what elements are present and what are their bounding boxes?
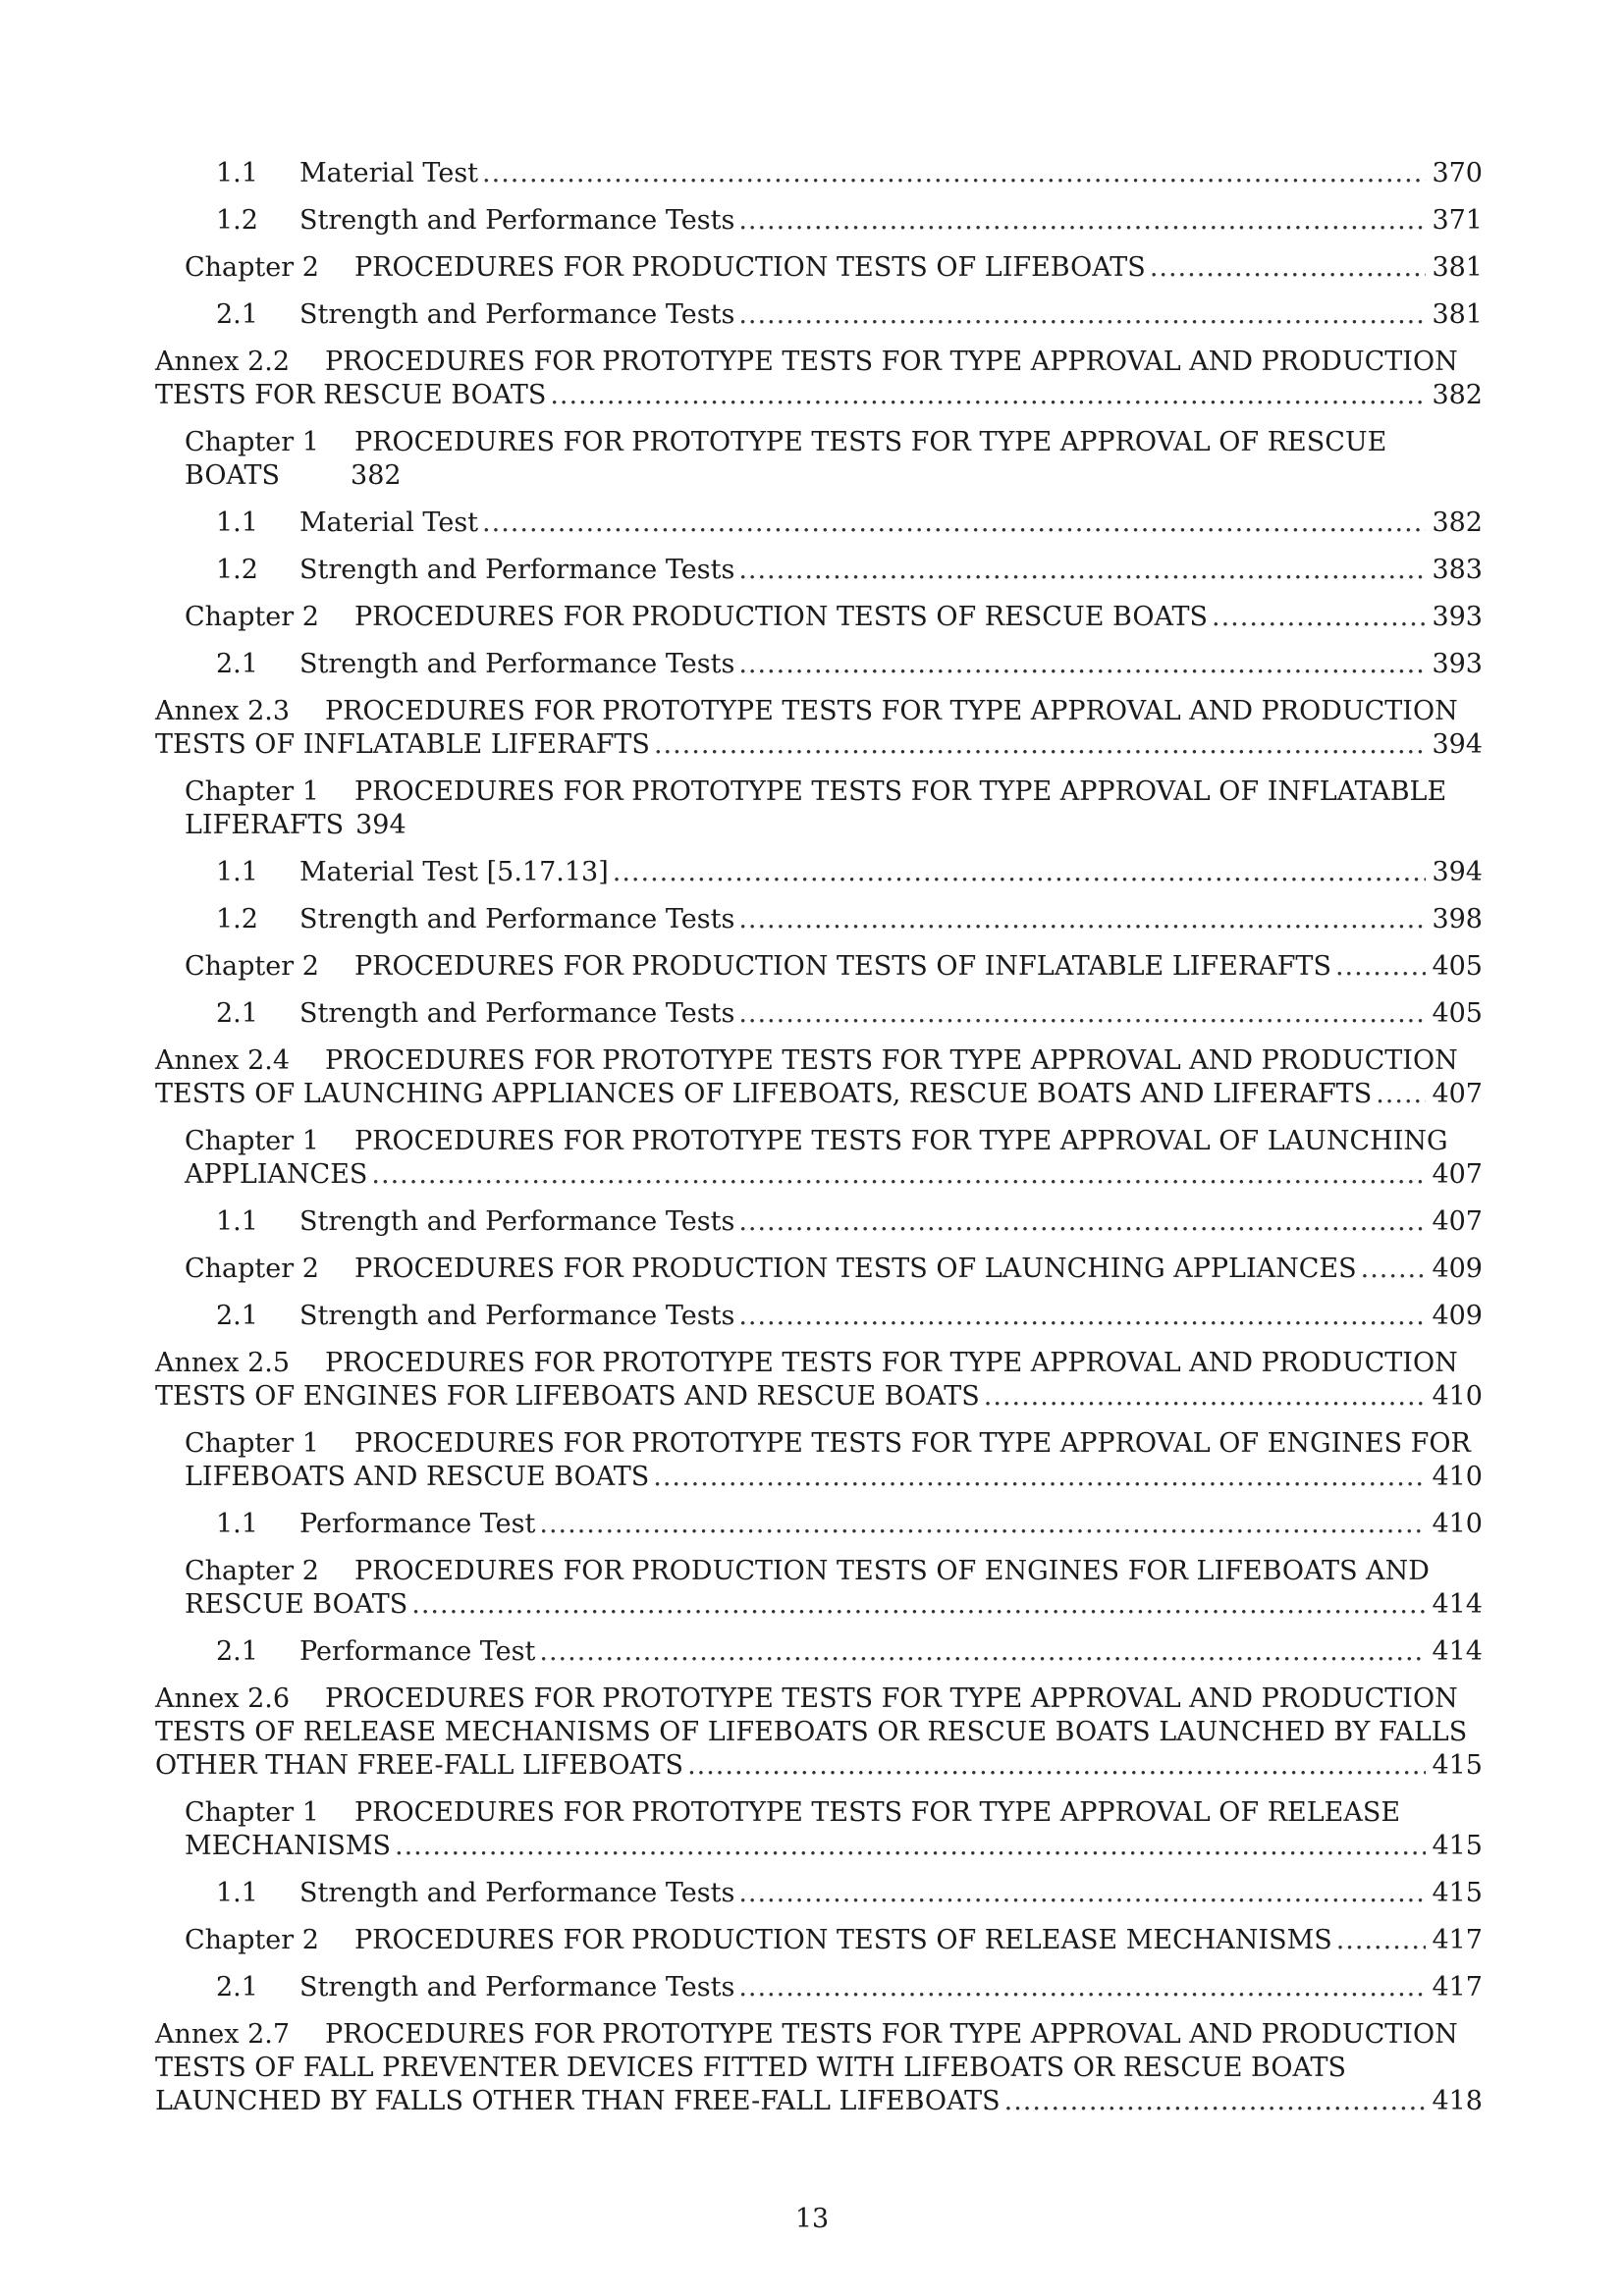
- toc-entry-number: Chapter 2: [185, 1254, 319, 1284]
- toc-entry-number: Chapter 1: [185, 1797, 319, 1828]
- toc-entry-number: Annex 2.2: [155, 347, 291, 377]
- toc-leader-dots: [738, 648, 1426, 681]
- toc-entry-number: 1.1: [216, 507, 258, 538]
- toc-entry-title: PROCEDURES FOR PROTOTYPE TESTS FOR TYPE APPROVAL OF RELEASE: [354, 1797, 1401, 1828]
- toc-entry-section[interactable]: [216, 1205, 1483, 1239]
- toc-entry-annex[interactable]: [155, 1682, 1483, 1783]
- toc-entry-section[interactable]: [216, 997, 1483, 1031]
- toc-entry-chapter[interactable]: [185, 601, 1483, 634]
- toc-entry-chapter[interactable]: [185, 950, 1483, 984]
- toc-leader-dots: [738, 1205, 1426, 1239]
- toc-entry-number: 2.1: [216, 998, 258, 1029]
- toc-entry-page: 414: [1432, 1636, 1483, 1667]
- toc-entry-number: Chapter 1: [185, 1428, 319, 1459]
- toc-entry-title: Strength and Performance Tests: [299, 1878, 735, 1908]
- toc-entry-page: 382: [1432, 507, 1483, 538]
- toc-entry-section[interactable]: [216, 157, 1483, 190]
- toc-entry-number: 2.1: [216, 649, 258, 679]
- toc-entry-chapter[interactable]: [185, 1796, 1483, 1863]
- toc-entry-number: Annex 2.6: [155, 1683, 291, 1714]
- toc-entry-title: Strength and Performance Tests: [299, 1206, 735, 1237]
- toc-leader-dots: [1212, 601, 1426, 634]
- toc-entry-page: 394: [355, 810, 406, 840]
- toc-entry-page: 417: [1432, 1925, 1483, 1955]
- toc-entry-number: Chapter 2: [185, 951, 319, 982]
- toc-entry-number: Chapter 2: [185, 252, 319, 283]
- toc-entry-section[interactable]: [216, 554, 1483, 587]
- toc-entry-page: 370: [1432, 158, 1483, 188]
- toc-entry-title: PROCEDURES FOR PROTOTYPE TESTS FOR TYPE APPROVAL AND PRODUCTION: [325, 1348, 1458, 1378]
- toc-entry-page: 418: [1432, 2086, 1483, 2116]
- toc-entry-title: Material Test: [299, 158, 479, 188]
- toc-entry-page: 405: [1432, 951, 1483, 982]
- toc-entry-title-continued: TESTS FOR RESCUE BOATS: [155, 380, 547, 410]
- toc-entry-title: Performance Test: [299, 1636, 536, 1667]
- toc-leader-dots: [539, 1635, 1426, 1669]
- toc-entry-title: PROCEDURES FOR PROTOTYPE TESTS FOR TYPE APPROVAL AND PRODUCTION: [325, 1045, 1458, 1076]
- toc-entry-section[interactable]: [216, 1877, 1483, 1910]
- toc-entry-title-continued: APPLIANCES: [185, 1159, 368, 1190]
- toc-entry-chapter[interactable]: [185, 1427, 1483, 1494]
- toc-entry-number: 2.1: [216, 1636, 258, 1667]
- toc-entry-page: 393: [1432, 602, 1483, 632]
- toc-entry-title-continued: LIFERAFTS: [185, 810, 345, 840]
- toc-entry-title: Strength and Performance Tests: [299, 998, 735, 1029]
- toc-leader-dots: [1376, 1078, 1426, 1111]
- toc-entry-page: 417: [1432, 1972, 1483, 2002]
- toc-entry-title: Strength and Performance Tests: [299, 1972, 735, 2002]
- toc-entry-title: PROCEDURES FOR PROTOTYPE TESTS FOR TYPE APPROVAL AND PRODUCTION: [325, 1683, 1458, 1714]
- toc-entry-number: Chapter 1: [185, 1126, 319, 1156]
- toc-entry-title: PROCEDURES FOR PROTOTYPE TESTS FOR TYPE APPROVAL OF INFLATABLE: [354, 776, 1447, 807]
- toc-entry-title-continued: TESTS OF RELEASE MECHANISMS OF LIFEBOATS OR RESCUE BOATS LAUNCHED BY FALLS: [155, 1717, 1468, 1747]
- toc-entry-title: PROCEDURES FOR PROTOTYPE TESTS FOR TYPE APPROVAL OF RESCUE: [354, 427, 1387, 457]
- toc-entry-title: PROCEDURES FOR PROTOTYPE TESTS FOR TYPE APPROVAL AND PRODUCTION: [325, 696, 1458, 726]
- toc-entry-annex[interactable]: [155, 2018, 1483, 2118]
- toc-entry-page: 407: [1432, 1079, 1483, 1109]
- toc-entry-page: 415: [1432, 1878, 1483, 1908]
- toc-entry-number: 1.1: [216, 857, 258, 887]
- toc-entry-title: PROCEDURES FOR PRODUCTION TESTS OF LAUNCHING APPLIANCES: [354, 1254, 1357, 1284]
- toc-leader-dots: [482, 507, 1426, 540]
- toc-entry-section[interactable]: [216, 903, 1483, 936]
- toc-entry-title: PROCEDURES FOR PROTOTYPE TESTS FOR TYPE APPROVAL AND PRODUCTION: [325, 347, 1458, 377]
- toc-entry-annex[interactable]: [155, 346, 1483, 412]
- toc-entry-title: PROCEDURES FOR PRODUCTION TESTS OF RELEASE MECHANISMS: [354, 1925, 1332, 1955]
- toc-entry-title-continued: TESTS OF LAUNCHING APPLIANCES OF LIFEBOATS, RESCUE BOATS AND LIFERAFTS: [155, 1079, 1373, 1109]
- toc-leader-dots: [1361, 1253, 1427, 1286]
- toc-entry-number: 1.2: [216, 904, 258, 934]
- toc-leader-dots: [738, 903, 1426, 936]
- toc-leader-dots: [411, 1588, 1426, 1622]
- toc-leader-dots: [687, 1749, 1426, 1783]
- toc-entry-chapter[interactable]: [185, 1555, 1483, 1622]
- toc-entry-section[interactable]: [216, 648, 1483, 681]
- toc-entry-page: 410: [1432, 1381, 1483, 1412]
- toc-entry-number: Chapter 1: [185, 776, 319, 807]
- toc-entry-title-continued: TESTS OF FALL PREVENTER DEVICES FITTED WITH LIFEBOATS OR RESCUE BOATS: [155, 2053, 1347, 2083]
- toc-entry-title: Strength and Performance Tests: [299, 904, 735, 934]
- toc-entry-page: 381: [1432, 299, 1483, 330]
- toc-entry-title: PROCEDURES FOR PRODUCTION TESTS OF ENGINES FOR LIFEBOATS AND: [354, 1556, 1430, 1586]
- toc-entry-title: PROCEDURES FOR PROTOTYPE TESTS FOR TYPE APPROVAL OF LAUNCHING: [354, 1126, 1448, 1156]
- toc-entry-page: 415: [1432, 1750, 1483, 1781]
- toc-entry-section[interactable]: [216, 507, 1483, 540]
- page-number: 13: [794, 2204, 830, 2234]
- toc-entry-number: 1.2: [216, 555, 258, 585]
- toc-leader-dots: [1004, 2085, 1427, 2118]
- toc-entry-number: Annex 2.7: [155, 2019, 291, 2050]
- toc-entry-page: 409: [1432, 1254, 1483, 1284]
- toc-entry-title-continued: BOATS: [185, 460, 281, 491]
- toc-leader-dots: [738, 554, 1426, 587]
- toc-entry-title: Strength and Performance Tests: [299, 555, 735, 585]
- toc-entry-number: 1.2: [216, 205, 258, 236]
- toc-entry-number: Chapter 2: [185, 602, 319, 632]
- toc-entry-chapter[interactable]: [185, 1253, 1483, 1286]
- toc-entry-title: PROCEDURES FOR PROTOTYPE TESTS FOR TYPE APPROVAL OF ENGINES FOR: [354, 1428, 1471, 1459]
- toc-entry-page: 415: [1432, 1831, 1483, 1861]
- toc-entry-title-continued: MECHANISMS: [185, 1831, 391, 1861]
- toc-entry-title-continued: OTHER THAN FREE-FALL LIFEBOATS: [155, 1750, 684, 1781]
- table-of-contents: [155, 157, 1483, 2132]
- toc-entry-page: 398: [1432, 904, 1483, 934]
- toc-leader-dots: [1150, 251, 1427, 285]
- toc-entry-section[interactable]: [216, 1508, 1483, 1541]
- toc-leader-dots: [738, 1300, 1426, 1333]
- toc-entry-title: Performance Test: [299, 1509, 536, 1539]
- toc-entry-number: Chapter 2: [185, 1556, 319, 1586]
- toc-entry-title-continued: LIFEBOATS AND RESCUE BOATS: [185, 1462, 650, 1492]
- toc-leader-dots: [654, 728, 1427, 762]
- toc-leader-dots: [653, 1461, 1426, 1494]
- toc-entry-title: Material Test: [299, 507, 479, 538]
- toc-entry-number: 2.1: [216, 1301, 258, 1331]
- toc-entry-title: PROCEDURES FOR PRODUCTION TESTS OF LIFEBOATS: [354, 252, 1146, 283]
- toc-entry-title: PROCEDURES FOR PROTOTYPE TESTS FOR TYPE APPROVAL AND PRODUCTION: [325, 2019, 1458, 2050]
- toc-entry-page: 410: [1432, 1462, 1483, 1492]
- toc-leader-dots: [613, 856, 1427, 889]
- toc-entry-page: 394: [1432, 729, 1483, 760]
- toc-leader-dots: [738, 1971, 1426, 2004]
- toc-entry-page: 405: [1432, 998, 1483, 1029]
- toc-entry-page: 407: [1432, 1206, 1483, 1237]
- toc-leader-dots: [984, 1380, 1427, 1414]
- toc-leader-dots: [539, 1508, 1426, 1541]
- toc-entry-title: PROCEDURES FOR PRODUCTION TESTS OF INFLATABLE LIFERAFTS: [354, 951, 1331, 982]
- toc-leader-dots: [738, 1877, 1426, 1910]
- toc-entry-section[interactable]: [216, 1635, 1483, 1669]
- toc-entry-number: 1.1: [216, 1509, 258, 1539]
- toc-entry-title: Material Test [5.17.13]: [299, 857, 609, 887]
- toc-entry-title: Strength and Performance Tests: [299, 649, 735, 679]
- toc-entry-chapter[interactable]: [185, 1125, 1483, 1192]
- toc-entry-page: 383: [1432, 555, 1483, 585]
- toc-entry-number: Chapter 2: [185, 1925, 319, 1955]
- toc-entry-title: Strength and Performance Tests: [299, 205, 735, 236]
- toc-entry-chapter[interactable]: [185, 775, 1483, 842]
- toc-entry-number: 2.1: [216, 299, 258, 330]
- toc-entry-page: 409: [1432, 1301, 1483, 1331]
- toc-entry-title: PROCEDURES FOR PRODUCTION TESTS OF RESCUE BOATS: [354, 602, 1209, 632]
- toc-entry-page: 381: [1432, 252, 1483, 283]
- toc-leader-dots: [738, 298, 1426, 332]
- toc-leader-dots: [738, 204, 1426, 238]
- toc-entry-number: Annex 2.3: [155, 696, 291, 726]
- toc-entry-page: 410: [1432, 1509, 1483, 1539]
- toc-entry-annex[interactable]: [155, 1044, 1483, 1111]
- toc-leader-dots: [482, 157, 1426, 190]
- toc-entry-section[interactable]: [216, 856, 1483, 889]
- toc-entry-title: Strength and Performance Tests: [299, 1301, 735, 1331]
- toc-entry-number: Chapter 1: [185, 427, 319, 457]
- toc-entry-page: 394: [1432, 857, 1483, 887]
- toc-entry-chapter[interactable]: [185, 251, 1483, 285]
- toc-entry-annex[interactable]: [155, 1347, 1483, 1414]
- toc-entry-section[interactable]: [216, 1971, 1483, 2004]
- toc-entry-title-continued: TESTS OF INFLATABLE LIFERAFTS: [155, 729, 650, 760]
- toc-leader-dots: [738, 997, 1426, 1031]
- toc-leader-dots: [550, 379, 1426, 412]
- toc-entry-number: 1.1: [216, 1206, 258, 1237]
- toc-entry-number: Annex 2.5: [155, 1348, 291, 1378]
- toc-leader-dots: [1336, 1924, 1427, 1957]
- toc-entry-annex[interactable]: [155, 695, 1483, 762]
- toc-entry-page: 382: [351, 460, 402, 491]
- toc-entry-section[interactable]: [216, 1300, 1483, 1333]
- toc-entry-number: 2.1: [216, 1972, 258, 2002]
- toc-entry-chapter[interactable]: [185, 1924, 1483, 1957]
- toc-entry-page: 393: [1432, 649, 1483, 679]
- toc-entry-number: 1.1: [216, 158, 258, 188]
- toc-leader-dots: [395, 1830, 1426, 1863]
- toc-leader-dots: [371, 1158, 1426, 1192]
- toc-leader-dots: [1335, 950, 1427, 984]
- toc-entry-number: 1.1: [216, 1878, 258, 1908]
- toc-entry-title-continued: RESCUE BOATS: [185, 1589, 408, 1620]
- toc-entry-page: 382: [1432, 380, 1483, 410]
- toc-entry-page: 414: [1432, 1589, 1483, 1620]
- toc-entry-section[interactable]: [216, 204, 1483, 238]
- toc-entry-page: 407: [1432, 1159, 1483, 1190]
- toc-entry-number: Annex 2.4: [155, 1045, 291, 1076]
- toc-entry-title-continued: TESTS OF ENGINES FOR LIFEBOATS AND RESCUE BOATS: [155, 1381, 980, 1412]
- toc-entry-title: Strength and Performance Tests: [299, 299, 735, 330]
- toc-entry-chapter[interactable]: [185, 426, 1483, 493]
- toc-entry-title-continued: LAUNCHED BY FALLS OTHER THAN FREE-FALL LIFEBOATS: [155, 2086, 1001, 2116]
- toc-entry-section[interactable]: [216, 298, 1483, 332]
- toc-entry-page: 371: [1432, 205, 1483, 236]
